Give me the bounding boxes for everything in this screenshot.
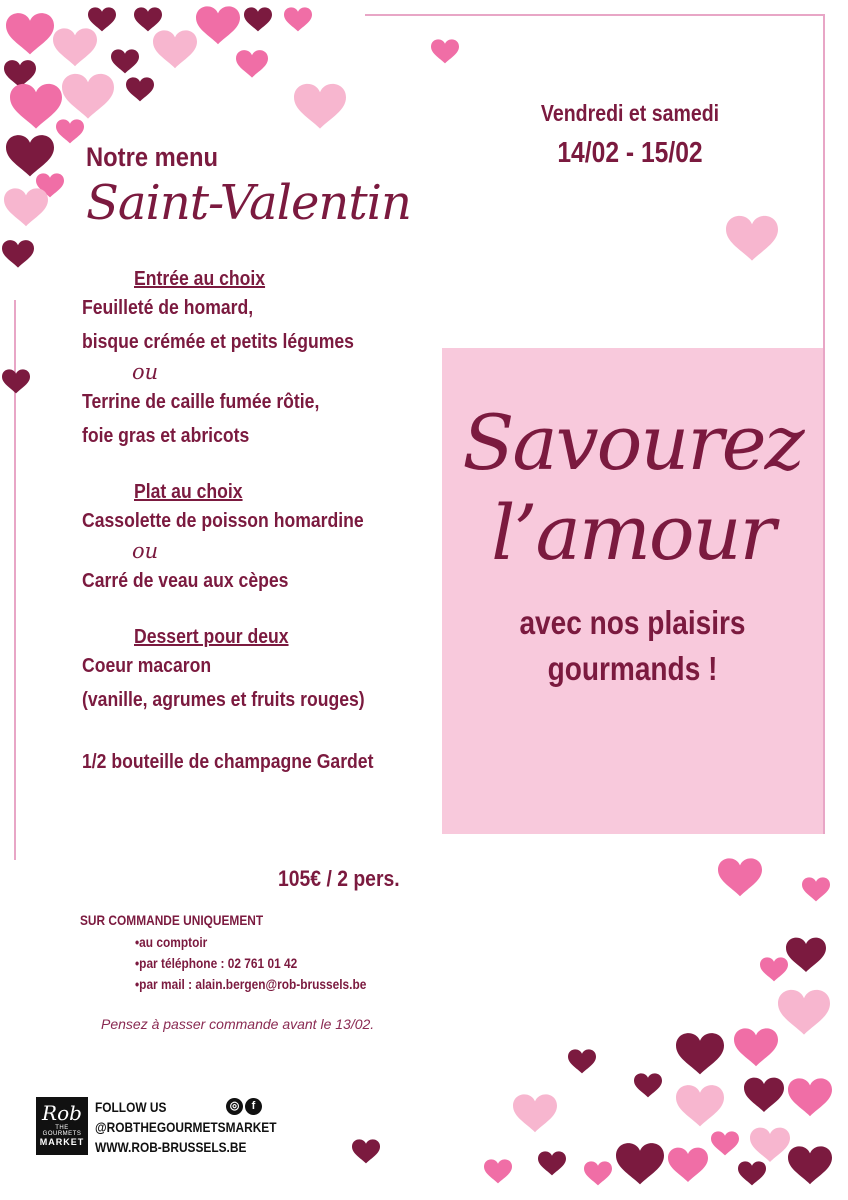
order-option-phone[interactable]: • par téléphone : 02 761 01 42 (135, 953, 366, 974)
social-icons (226, 1096, 264, 1115)
event-dates (485, 100, 775, 170)
website-link[interactable]: WWW.ROB-BRUSSELS.BE (95, 1139, 247, 1155)
event-date-range: 14/02 - 15/02 (557, 137, 703, 169)
order-heading: SUR COMMANDE UNIQUEMENT (80, 912, 264, 928)
menu-title: Notre menu (86, 142, 219, 172)
follow-label: FOLLOW US (95, 1099, 167, 1115)
menu-item: foie gras et abricots (82, 425, 250, 447)
rob-logo (36, 1097, 88, 1155)
plat-heading: Plat au choix (134, 481, 243, 503)
slogan-line-3: avec nos plaisirs (519, 604, 746, 641)
order-option-mail[interactable]: • par mail : alain.bergen@rob-brussels.be (135, 974, 366, 995)
menu-subtitle: Saint-Valentin (86, 175, 411, 231)
slogan-line-4: gourmands ! (547, 650, 718, 687)
slogan-line-2: l’amour (491, 488, 774, 577)
menu-ou: ou (132, 539, 159, 563)
menu-extra: 1/2 bouteille de champagne Gardet (82, 751, 374, 773)
order-info (80, 912, 407, 995)
instagram-icon[interactable]: ◎ (226, 1098, 243, 1115)
slogan-line-1: Savourez (462, 398, 803, 487)
menu-list (82, 268, 442, 779)
event-days: Vendredi et samedi (540, 100, 720, 126)
entree-heading: Entrée au choix (134, 268, 266, 290)
price: 105€ / 2 pers. (278, 866, 400, 891)
menu-item: bisque crémée et petits légumes (82, 331, 354, 353)
logo-sub: THE GOURMETS (42, 1125, 82, 1137)
menu-item: Cassolette de poisson homardine (82, 510, 364, 532)
social-block (95, 1097, 309, 1157)
order-option: • au comptoir (135, 932, 366, 953)
menu-item: Carré de veau aux cèpes (82, 570, 289, 592)
menu-item: Terrine de caille fumée rôtie, (82, 391, 320, 413)
facebook-icon[interactable]: f (245, 1098, 262, 1115)
menu-item: Feuilleté de homard, (82, 297, 254, 319)
social-handle[interactable]: @ROBTHEGOURMETSMARKET (95, 1119, 277, 1135)
slogan (442, 398, 823, 692)
dessert-heading: Dessert pour deux (134, 626, 289, 648)
menu-item: Coeur macaron (82, 655, 212, 677)
menu-item: (vanille, agrumes et fruits rouges) (82, 689, 365, 711)
logo-name: Rob (42, 1101, 82, 1125)
order-note: Pensez à passer commande avant le 13/02. (101, 1016, 375, 1032)
logo-market: MARKET (39, 1137, 85, 1147)
menu-ou: ou (132, 360, 159, 384)
